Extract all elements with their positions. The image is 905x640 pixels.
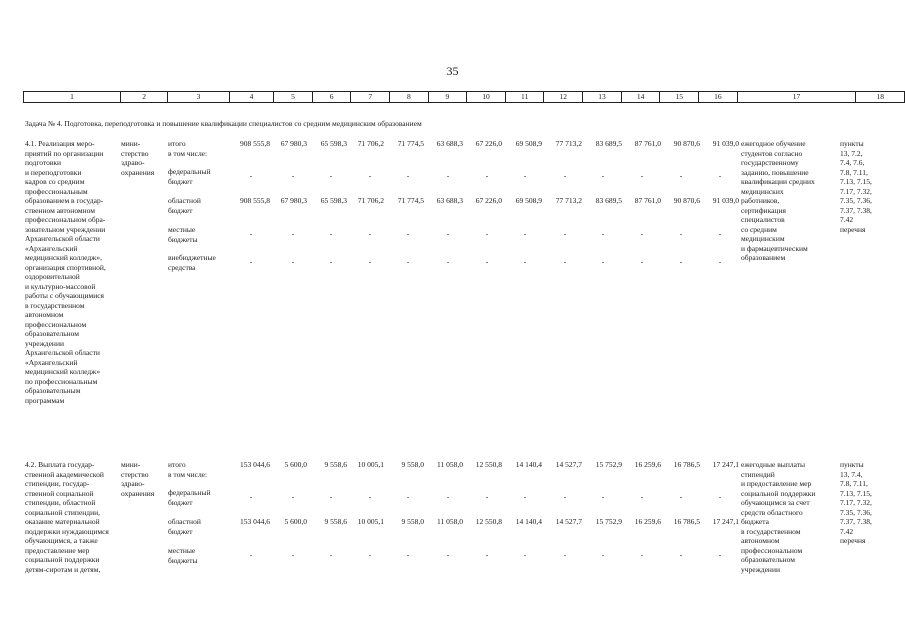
funding-source-label: в том числе: <box>168 148 208 158</box>
empty-value: - <box>446 257 450 266</box>
executor: здраво- <box>121 479 145 488</box>
executor: здраво- <box>121 158 145 167</box>
measure-description: предоставление мер <box>25 545 90 555</box>
funding-value: 71 706,2 <box>357 196 384 205</box>
executor: мини- <box>121 139 141 148</box>
measure-description: оздоровительной <box>25 272 80 281</box>
funding-value: 83 689,5 <box>595 196 622 205</box>
funding-source-label: бюджет <box>168 205 193 215</box>
empty-value: - <box>523 257 527 266</box>
expected-result: стипендий <box>741 469 775 479</box>
empty-value: - <box>406 257 410 266</box>
empty-value: - <box>291 492 295 501</box>
measure-description: приятий по организации <box>25 148 104 158</box>
header-col-7: 7 <box>351 92 390 103</box>
funding-value: 153 044,6 <box>240 517 270 526</box>
expected-result: медицинских <box>741 186 784 196</box>
empty-value: - <box>679 229 683 238</box>
funding-source-label: областной <box>168 517 201 526</box>
empty-value: - <box>249 229 253 238</box>
list-points: пункты <box>840 460 864 469</box>
expected-result: образовательном <box>741 555 796 564</box>
funding-value: 11 058,0 <box>437 460 463 469</box>
empty-value: - <box>718 257 722 266</box>
list-points: 7.42 <box>840 215 854 224</box>
header-col-6: 6 <box>312 92 351 103</box>
funding-value: 10 005,1 <box>357 517 384 526</box>
empty-value: - <box>718 171 722 180</box>
empty-value: - <box>640 257 644 266</box>
funding-value: 67 980,3 <box>280 139 307 148</box>
funding-value: 71 774,5 <box>397 196 424 205</box>
funding-value: 69 508,9 <box>515 139 542 148</box>
measure-description: «Архангельский <box>25 243 78 253</box>
empty-value: - <box>523 492 527 501</box>
empty-value: - <box>563 229 567 238</box>
funding-value: 15 752,9 <box>595 460 622 469</box>
measure-description: кадров со средним <box>25 177 85 186</box>
measure-description: Архангельской области <box>25 348 100 357</box>
measure-description: оказание материальной <box>25 517 100 526</box>
header-col-4: 4 <box>229 92 274 103</box>
header-col-15: 15 <box>660 92 699 103</box>
funding-value: 67 980,3 <box>280 196 307 205</box>
funding-value: 83 689,5 <box>595 139 622 148</box>
funding-value: 67 226,0 <box>475 139 502 148</box>
measure-description: в государственном <box>25 300 85 310</box>
measure-description: и культурно-массовой <box>25 281 96 291</box>
measure-description: «Архангельский <box>25 357 78 367</box>
empty-value: - <box>640 171 644 180</box>
funding-value: 10 005,1 <box>357 460 384 469</box>
expected-result: бюджета <box>741 517 769 526</box>
empty-value: - <box>485 229 489 238</box>
empty-value: - <box>368 550 372 559</box>
funding-value: 9 558,6 <box>324 460 347 469</box>
empty-value: - <box>563 492 567 501</box>
expected-result: заданию, повышение <box>741 167 809 177</box>
funding-source-label: бюджет <box>168 176 193 186</box>
funding-value: 90 870,6 <box>673 139 700 148</box>
funding-value: 63 688,3 <box>436 139 463 148</box>
funding-value: 71 706,2 <box>357 139 384 148</box>
header-col-17: 17 <box>737 92 856 103</box>
expected-result: студентов согласно <box>741 148 803 158</box>
empty-value: - <box>329 550 333 559</box>
header-col-8: 8 <box>390 92 429 103</box>
measure-description: работы с обучающимися <box>25 291 105 300</box>
empty-value: - <box>446 550 450 559</box>
expected-result: квалификации средних <box>741 177 815 186</box>
funding-value: 14 527,7 <box>555 517 582 526</box>
empty-value: - <box>368 229 372 238</box>
measure-description: Архангельской области <box>25 234 100 243</box>
measure-description: социальной поддержки <box>25 555 100 564</box>
empty-value: - <box>446 492 450 501</box>
measure-description: ственной академической <box>25 469 104 479</box>
empty-value: - <box>485 171 489 180</box>
funding-value: 908 555,8 <box>240 139 270 148</box>
empty-value: - <box>446 171 450 180</box>
header-col-5: 5 <box>274 92 313 103</box>
empty-value: - <box>446 229 450 238</box>
funding-value: 16 259,6 <box>634 460 661 469</box>
measure-description: программам <box>25 395 65 405</box>
funding-value: 69 508,9 <box>515 196 542 205</box>
list-points: 7.42 <box>840 526 854 536</box>
column-number-header <box>23 91 905 103</box>
empty-value: - <box>329 171 333 180</box>
empty-value: - <box>601 492 605 501</box>
funding-value: 65 598,3 <box>320 196 347 205</box>
funding-value: 5 600,0 <box>284 517 307 526</box>
empty-value: - <box>679 492 683 501</box>
empty-value: - <box>291 257 295 266</box>
measure-description: образованием в государ- <box>25 196 104 205</box>
funding-value: 17 247,1 <box>712 460 739 469</box>
header-col-1: 1 <box>24 92 121 103</box>
funding-value: 12 550,8 <box>475 517 502 526</box>
funding-value: 90 870,6 <box>673 196 700 205</box>
funding-value: 87 761,0 <box>634 139 661 148</box>
list-points: 7.13, 7.15, <box>840 177 872 186</box>
empty-value: - <box>679 257 683 266</box>
header-col-16: 16 <box>699 92 738 103</box>
funding-value: 908 555,8 <box>240 196 270 205</box>
funding-source-label: средства <box>168 262 196 272</box>
measure-description: профессиональном <box>25 319 87 329</box>
empty-value: - <box>718 229 722 238</box>
funding-value: 11 058,0 <box>437 517 463 526</box>
list-points: 13, 7.2, <box>840 148 863 158</box>
measure-description: поддержки нуждающимся <box>25 526 109 536</box>
header-col-12: 12 <box>544 92 583 103</box>
list-points: 7.35, 7.36, <box>840 507 872 517</box>
measure-description: профессиональным <box>25 186 88 196</box>
funding-value: 153 044,6 <box>240 460 270 469</box>
funding-value: 77 713,2 <box>555 196 582 205</box>
empty-value: - <box>249 257 253 266</box>
empty-value: - <box>291 229 295 238</box>
measure-description: ственной социальной <box>25 488 94 498</box>
header-col-3: 3 <box>168 92 229 103</box>
expected-result: работников, <box>741 196 780 205</box>
funding-value: 5 600,0 <box>284 460 307 469</box>
executor: стерство <box>121 469 149 479</box>
expected-result: автономном <box>741 536 780 545</box>
expected-result: средств областного <box>741 507 803 517</box>
measure-description: и переподготовки <box>25 167 82 177</box>
empty-value: - <box>368 171 372 180</box>
list-points: 7.37, 7.38, <box>840 205 872 215</box>
empty-value: - <box>406 229 410 238</box>
page-number: 35 <box>446 64 459 78</box>
empty-value: - <box>291 171 295 180</box>
funding-source-label: местные <box>168 546 196 555</box>
empty-value: - <box>523 171 527 180</box>
measure-description: профессиональном обра- <box>25 215 106 224</box>
measure-description: автономном <box>25 310 64 319</box>
measure-description: учреждении <box>25 338 64 348</box>
funding-value: 71 774,5 <box>397 139 424 148</box>
empty-value: - <box>601 550 605 559</box>
executor: мини- <box>121 460 141 469</box>
empty-value: - <box>249 492 253 501</box>
measure-description: по профессиональным <box>25 376 98 386</box>
empty-value: - <box>601 257 605 266</box>
empty-value: - <box>406 550 410 559</box>
funding-source-label: итого <box>168 139 186 148</box>
funding-source-label: бюджет <box>168 526 193 536</box>
expected-result: и предоставление мер <box>741 479 812 488</box>
empty-value: - <box>329 229 333 238</box>
expected-result: сертификация <box>741 205 786 215</box>
measure-description: детям-сиротам и детям, <box>25 564 101 574</box>
list-points: 7.8, 7.11, <box>840 479 868 488</box>
empty-value: - <box>368 492 372 501</box>
empty-value: - <box>249 550 253 559</box>
empty-value: - <box>291 550 295 559</box>
expected-result: государственному <box>741 158 799 167</box>
funding-value: 87 761,0 <box>634 196 661 205</box>
funding-value: 14 527,7 <box>555 460 582 469</box>
funding-source-label: бюджеты <box>168 234 198 244</box>
header-col-18: 18 <box>856 92 905 103</box>
empty-value: - <box>249 171 253 180</box>
empty-value: - <box>406 171 410 180</box>
expected-result: и фармацевтическим <box>741 243 808 253</box>
measure-description: образовательным <box>25 386 81 395</box>
expected-result: специалистов <box>741 215 785 224</box>
measure-description: образовательном <box>25 329 80 338</box>
funding-value: 9 558,0 <box>401 517 424 526</box>
expected-result: образованием <box>741 253 786 262</box>
expected-result: профессиональном <box>741 545 803 555</box>
funding-source-label: федеральный <box>168 167 211 176</box>
empty-value: - <box>640 229 644 238</box>
empty-value: - <box>485 257 489 266</box>
header-col-14: 14 <box>621 92 660 103</box>
empty-value: - <box>679 550 683 559</box>
task-title: Задача № 4. Подготовка, переподготовка и повышение квалификации специалистов со средним медицинским образованием <box>25 119 422 128</box>
header-col-2: 2 <box>120 92 167 103</box>
empty-value: - <box>368 257 372 266</box>
executor: охранения <box>121 167 155 177</box>
list-points: перечня <box>840 536 866 545</box>
empty-value: - <box>679 171 683 180</box>
funding-value: 91 039,0 <box>712 196 739 205</box>
measure-description: 4.1. Реализация меро- <box>25 139 95 148</box>
list-points: перечня <box>840 224 866 234</box>
measure-description: 4.2. Выплата государ- <box>25 460 95 469</box>
funding-source-label: внебюджетные <box>168 253 216 262</box>
funding-value: 16 786,5 <box>673 517 700 526</box>
header-col-11: 11 <box>505 92 544 103</box>
list-points: 7.8, 7.11, <box>840 167 868 177</box>
funding-source-label: итого <box>168 460 186 469</box>
expected-result: со средним <box>741 224 777 234</box>
list-points: 7.17, 7.32, <box>840 498 872 507</box>
header-row <box>24 92 905 103</box>
executor: стерство <box>121 148 149 158</box>
expected-result: ежегодные выплаты <box>741 460 806 469</box>
empty-value: - <box>329 492 333 501</box>
empty-value: - <box>523 229 527 238</box>
funding-value: 14 140,4 <box>515 460 542 469</box>
empty-value: - <box>601 229 605 238</box>
empty-value: - <box>406 492 410 501</box>
header-col-13: 13 <box>583 92 622 103</box>
measure-description: социальной стипендии, <box>25 507 101 517</box>
funding-source-label: федеральный <box>168 488 211 497</box>
expected-result: медицинским <box>741 234 785 243</box>
measure-description: организация спортивной, <box>25 262 106 272</box>
funding-value: 9 558,0 <box>401 460 424 469</box>
funding-value: 63 688,3 <box>436 196 463 205</box>
funding-value: 12 550,8 <box>475 460 502 469</box>
empty-value: - <box>718 550 722 559</box>
funding-source-label: в том числе: <box>168 469 208 479</box>
funding-source-label: бюджет <box>168 497 193 507</box>
funding-value: 65 598,3 <box>320 139 347 148</box>
measure-description: зовательном учреждении <box>25 224 106 234</box>
funding-value: 14 140,4 <box>515 517 542 526</box>
funding-value: 15 752,9 <box>595 517 622 526</box>
empty-value: - <box>563 550 567 559</box>
funding-source-label: бюджеты <box>168 555 198 565</box>
empty-value: - <box>563 257 567 266</box>
funding-value: 67 226,0 <box>475 196 502 205</box>
empty-value: - <box>563 171 567 180</box>
funding-value: 91 039,0 <box>712 139 739 148</box>
empty-value: - <box>523 550 527 559</box>
empty-value: - <box>485 492 489 501</box>
funding-value: 17 247,1 <box>712 517 739 526</box>
empty-value: - <box>640 492 644 501</box>
funding-value: 16 786,5 <box>673 460 700 469</box>
list-points: 7.37, 7.38, <box>840 517 872 526</box>
list-points: пункты <box>840 139 864 148</box>
expected-result: ежегодное обучение <box>741 139 806 148</box>
measure-description: подготовки <box>25 158 62 167</box>
funding-source-label: местные <box>168 225 196 234</box>
measure-description: медицинский колледж», <box>25 253 102 262</box>
header-col-9: 9 <box>428 92 467 103</box>
funding-value: 77 713,2 <box>555 139 582 148</box>
header-col-10: 10 <box>467 92 506 103</box>
expected-result: учреждении <box>741 564 780 574</box>
measure-description: ственном автономном <box>25 205 96 215</box>
empty-value: - <box>485 550 489 559</box>
empty-value: - <box>640 550 644 559</box>
measure-description: стипендии, областной <box>25 498 96 507</box>
empty-value: - <box>718 492 722 501</box>
executor: охранения <box>121 488 155 498</box>
empty-value: - <box>601 171 605 180</box>
measure-description: обучающимся, а также <box>25 536 98 545</box>
expected-result: социальной поддержки <box>741 488 816 498</box>
measure-description: медицинский колледж» <box>25 367 101 376</box>
list-points: 7.4, 7.6, <box>840 158 865 167</box>
funding-value: 9 558,6 <box>324 517 347 526</box>
list-points: 7.35, 7.36, <box>840 196 872 205</box>
funding-source-label: областной <box>168 196 201 205</box>
list-points: 13, 7.4, <box>840 469 863 479</box>
expected-result: обучающимся за счет <box>741 498 810 507</box>
list-points: 7.13, 7.15, <box>840 488 872 498</box>
measure-description: стипендии, государ- <box>25 479 90 488</box>
empty-value: - <box>329 257 333 266</box>
list-points: 7.17, 7.32, <box>840 186 872 196</box>
expected-result: в государственном <box>741 526 801 536</box>
funding-value: 16 259,6 <box>634 517 661 526</box>
